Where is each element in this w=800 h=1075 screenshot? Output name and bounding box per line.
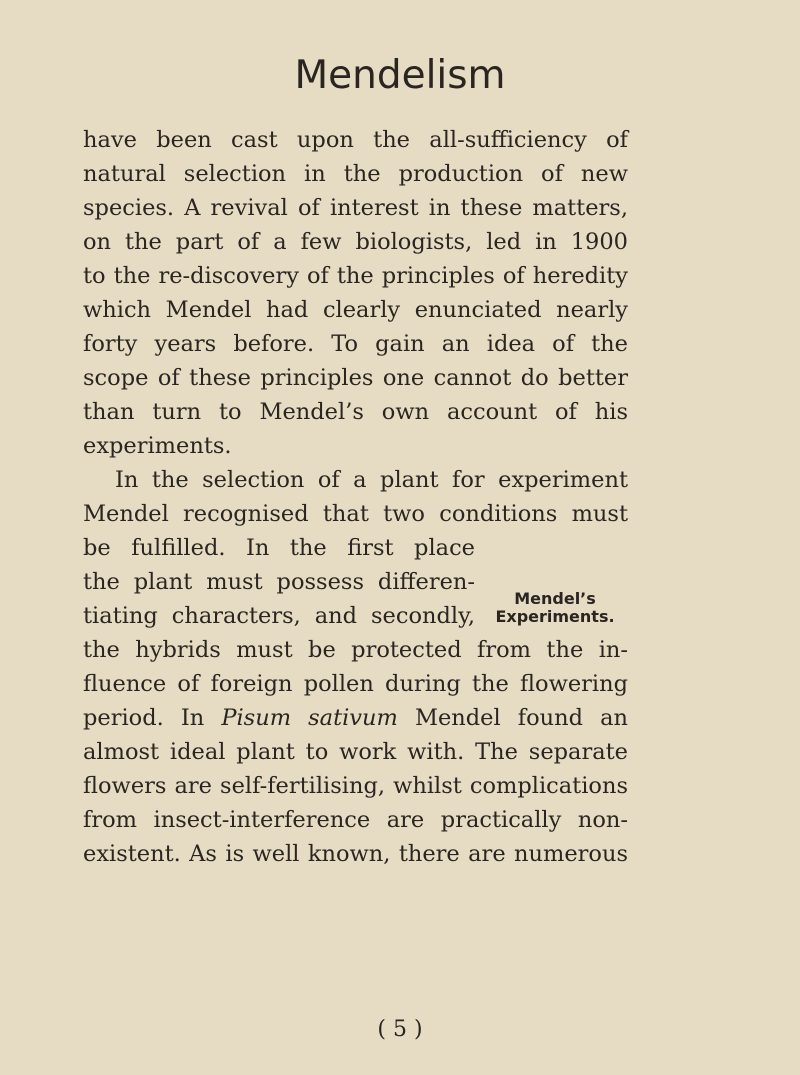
text-line: to the re-discovery of the principles of heredity — [83, 263, 628, 289]
italic-species-name: Pisum sativum — [221, 705, 398, 731]
text-line: be fulfilled. In the first place — [83, 535, 475, 561]
text-line: fluence of foreign pollen during the flowering — [83, 671, 628, 697]
text-line: than turn to Mendel’s own account of his — [83, 399, 628, 425]
text-line: existent. As is well known, there are numerous — [83, 841, 628, 867]
text-line: which Mendel had clearly enunciated nearly — [83, 297, 628, 323]
text-fragment: In — [180, 705, 205, 731]
marginal-note — [475, 590, 635, 626]
page-number: ( 5 ) — [377, 1017, 423, 1042]
text-line: flowers are self-fertilising, whilst complications — [83, 773, 628, 799]
text-line: natural selection in the production of new — [83, 161, 628, 187]
text-line: species. A revival of interest in these matters, — [83, 195, 628, 221]
text-fragment: Mendel found an — [414, 705, 629, 731]
text-fragment: period. — [83, 705, 164, 731]
text-line: experiments. — [83, 433, 232, 459]
text-line: the hybrids must be protected from the in- — [83, 637, 628, 663]
text-line-with-italic — [83, 701, 628, 735]
running-head-title: Mendelism — [294, 53, 506, 98]
text-line: tiating characters, and secondly, — [83, 603, 475, 629]
text-line: scope of these principles one cannot do better — [83, 365, 628, 391]
text-line: Mendel recognised that two conditions must — [83, 501, 628, 527]
text-line: the plant must possess differen- — [83, 569, 475, 595]
text-line: In the selection of a plant for experiment — [115, 467, 628, 493]
marginal-note-line: Mendel’s — [514, 589, 596, 608]
marginal-note-line: Experiments. — [495, 607, 615, 626]
text-line: on the part of a few biologists, led in 1900 — [83, 229, 628, 255]
text-line: forty years before. To gain an idea of the — [83, 331, 628, 357]
text-line: almost ideal plant to work with. The separate — [83, 739, 628, 765]
text-line: have been cast upon the all-sufficiency of — [83, 127, 628, 153]
text-line: from insect-interference are practically non- — [83, 807, 628, 833]
